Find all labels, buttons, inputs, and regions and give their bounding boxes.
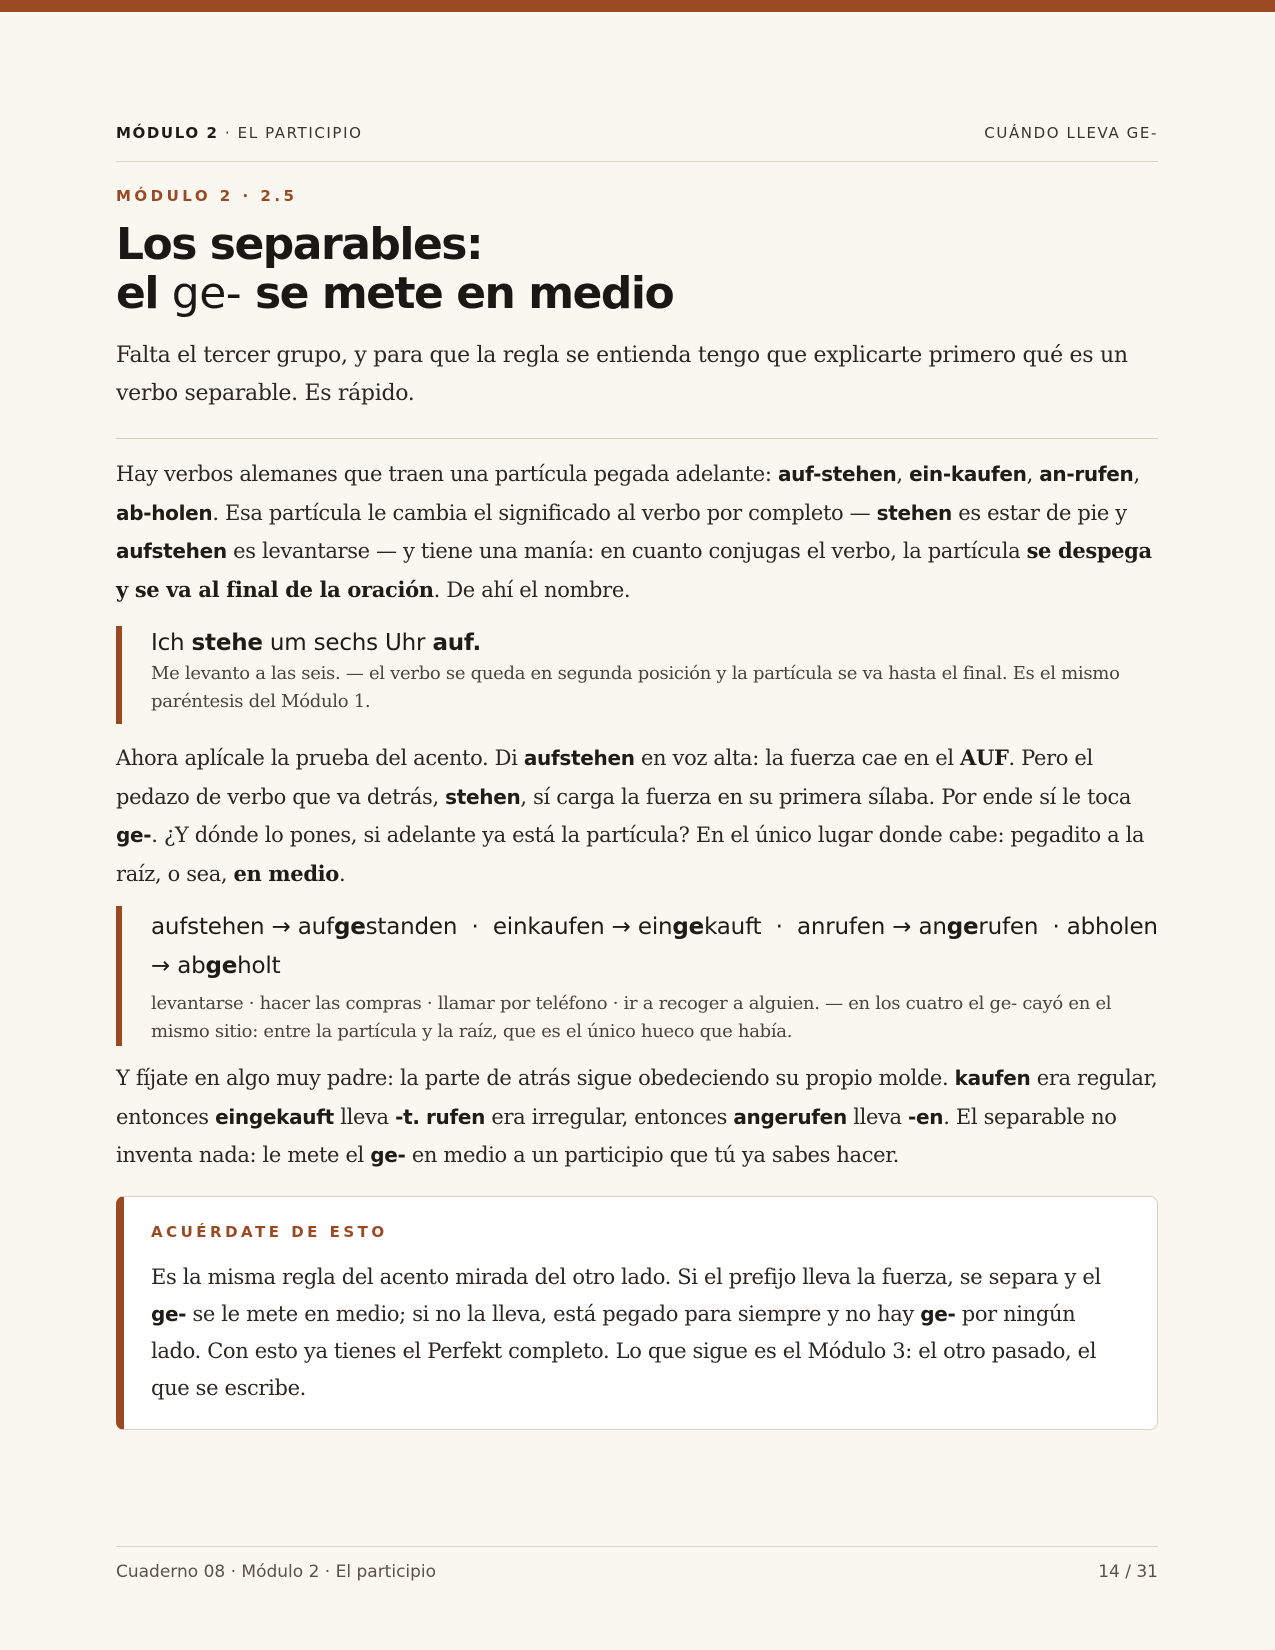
callout-label: ACUÉRDATE DE ESTO (151, 1223, 388, 1241)
example-sentence (151, 630, 1158, 656)
footer-divider (116, 1546, 1158, 1547)
verb-highlight: stehe (191, 630, 263, 656)
particle-highlight: auf. (432, 630, 482, 656)
prefix: ab (177, 953, 206, 979)
german-word: ge- (920, 1302, 956, 1326)
section-kicker: MÓDULO 2 · 2.5 (116, 187, 298, 205)
arrow-icon: → (151, 953, 171, 979)
german-word: ge- (370, 1143, 406, 1167)
header-divider (116, 161, 1158, 162)
text: Es la misma regla del acento mirada del otro lado. Si el prefijo lleva la fuerza, se separa y el (151, 1265, 1101, 1289)
text: por ningún lado. Con esto ya tienes el Perfekt completo. Lo que sigue es el Módulo 3: el otro pasado, el que se escribe. (151, 1302, 1097, 1400)
text: . Pero el pedazo de verbo que va detrás, (116, 746, 1093, 809)
german-word: stehen (876, 500, 952, 525)
participle (918, 914, 1038, 940)
text: es estar de pie y (951, 500, 1127, 525)
text: se le mete en medio; si no la lleva, está pegado para siempre y no hay (186, 1302, 921, 1326)
german-word: angerufen (733, 1104, 847, 1129)
infinitive: aufstehen (151, 914, 265, 940)
participle-list (151, 908, 1158, 986)
gloss-comment: — el verbo se queda en segunda posición y la partícula se va hasta el final. Es el mismo paréntesis del Módulo 1. (151, 663, 1120, 712)
page-number: 14 / 31 (1098, 1562, 1158, 1582)
ge-infix: ge (205, 953, 238, 979)
arrow-icon: → (271, 914, 291, 940)
gloss-comment: — en los cuatro el ge- cayó en el mismo sitio: entre la partícula y la raíz, que es el único hueco que había. (151, 993, 1112, 1042)
text: Hay verbos alemanes que traen una partícula pegada adelante: (116, 462, 778, 486)
prefix: an (918, 914, 947, 940)
german-word: ge- (116, 823, 152, 847)
german-word: -t. (395, 1104, 420, 1129)
running-head (116, 124, 1158, 142)
separator: · (471, 914, 479, 940)
text: es levantarse — y tiene una manía: en cuanto conjugas el verbo, la partícula (226, 539, 1027, 563)
german-word: auf-stehen (777, 462, 897, 486)
text: Ahora aplícale la prueba del acento. Di (116, 746, 524, 770)
separator: · (775, 914, 783, 940)
participle-item (797, 914, 1038, 940)
page-title (116, 220, 1158, 318)
german-word: aufstehen (116, 539, 227, 563)
paragraph-separable-intro (116, 455, 1158, 609)
german-word: aufstehen (523, 746, 635, 770)
text: . El separable no inventa nada: le mete el (116, 1104, 1117, 1167)
text: en voz alta: la fuerza cae en el (634, 746, 961, 770)
text: Ich (151, 630, 192, 656)
text: lleva (846, 1104, 909, 1129)
german-word: -en (908, 1104, 944, 1129)
example-gloss (151, 660, 1158, 716)
german-word: ge- (151, 1302, 187, 1326)
text: era regular, entonces (116, 1066, 1158, 1129)
ge-infix: ge (333, 914, 366, 940)
running-head-chapter: EL PARTICIPIO (237, 124, 363, 142)
root: kauft (704, 914, 762, 940)
example-aufstehen (116, 626, 1158, 724)
root: holt (237, 953, 281, 979)
text: , (1026, 462, 1040, 486)
ge-infix: ge (672, 914, 705, 940)
text: lleva (333, 1104, 396, 1129)
bold-phrase: se despega y se va al final de la oración (116, 538, 1152, 602)
callout-text (151, 1259, 1123, 1407)
infinitive: einkaufen (492, 914, 605, 940)
root: rufen (978, 914, 1039, 940)
title-rest: se mete en medio (254, 268, 674, 319)
participle-item (493, 914, 762, 940)
root: standen (365, 914, 458, 940)
text: . Esa partícula le cambia el significado al verbo por completo — (212, 500, 877, 525)
text: . (338, 861, 346, 886)
example-gloss (151, 990, 1158, 1046)
german-word: stehen (445, 784, 521, 809)
top-accent-bar (0, 0, 1275, 12)
title-el: el (116, 268, 158, 319)
gloss-translation: Me levanto a las seis. (151, 663, 341, 684)
text: , (896, 462, 910, 486)
german-word: eingekauft (215, 1104, 334, 1129)
text: era irregular, entonces (485, 1104, 734, 1129)
german-word: ab-holen (116, 500, 213, 525)
gloss-translation: levantarse · hacer las compras · llamar por teléfono · ir a recoger a alguien. (151, 993, 820, 1014)
bold-phrase: en medio (233, 860, 339, 886)
footer-title: Cuaderno 08 · Módulo 2 · El participio (116, 1562, 437, 1582)
german-word: kaufen (954, 1066, 1031, 1090)
german-word: rufen (425, 1104, 486, 1129)
reminder-callout (116, 1196, 1158, 1430)
text: Y fíjate en algo muy padre: la parte de atrás sigue obedeciendo su propio molde. (116, 1066, 955, 1090)
infinitive: abholen (1066, 914, 1158, 940)
text: um sechs Uhr (262, 630, 433, 656)
infinitive: anrufen (796, 914, 886, 940)
participle (177, 953, 280, 979)
text: , sí carga la fuerza en su primera sílaba. Por ende sí le toca (520, 784, 1132, 809)
arrow-icon: → (892, 914, 912, 940)
bold-phrase: AUF (960, 745, 1009, 770)
running-head-module: MÓDULO 2 (116, 124, 219, 142)
ge-infix: ge (946, 914, 979, 940)
example-participles (116, 906, 1158, 1046)
section-divider (116, 438, 1158, 439)
prefix: auf (297, 914, 334, 940)
participle (298, 914, 457, 940)
german-word: an-rufen (1039, 462, 1134, 486)
running-head-left (116, 124, 363, 142)
text: . De ahí el nombre. (433, 577, 631, 602)
separator: · (1052, 914, 1060, 940)
text: . ¿Y dónde lo pones, si adelante ya está la partícula? En el único lugar donde cabe: pegadito a la raíz, o sea, (116, 823, 1145, 886)
prefix: ein (637, 914, 673, 940)
running-head-sep: · (224, 124, 232, 142)
german-word: ein-kaufen (909, 462, 1027, 486)
lead-paragraph: Falta el tercer grupo, y para que la regla se entienda tengo que explicarte primero qué es un verbo separable. Es rápido. (116, 343, 1128, 406)
running-head-topic: CUÁNDO LLEVA GE- (984, 124, 1158, 142)
title-line-1: Los separables: (116, 219, 483, 270)
title-ge: ge- (171, 268, 242, 319)
paragraph-molde (116, 1059, 1158, 1175)
paragraph-accent-test (116, 739, 1158, 893)
participle-item (151, 914, 457, 940)
text: , (1133, 462, 1140, 486)
text: en medio a un participio que tú ya sabes hacer. (405, 1143, 899, 1167)
participle (638, 914, 762, 940)
arrow-icon: → (611, 914, 631, 940)
page-footer (116, 1562, 1158, 1582)
